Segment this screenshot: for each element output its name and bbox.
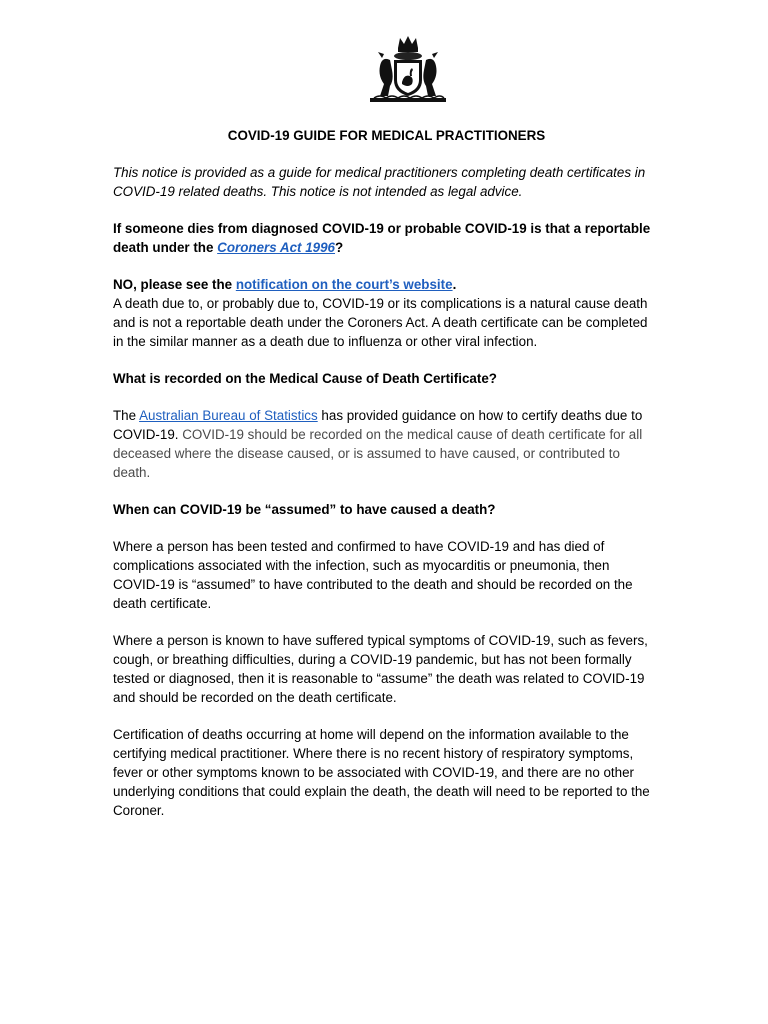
- document-title: COVID-19 GUIDE FOR MEDICAL PRACTITIONERS: [227, 128, 546, 143]
- question-reportable-death: [113, 219, 658, 257]
- answer-medical-cause: [113, 406, 658, 482]
- document-body: [113, 126, 658, 820]
- question-text: If someone dies from diagnosed COVID-19 or probable COVID-19 is that a reportable death under the: [113, 221, 651, 255]
- answer-reportable-death: [113, 275, 658, 351]
- coat-of-arms-icon: [360, 34, 456, 106]
- question-assumed: When can COVID-19 be “assumed” to have caused a death?: [113, 502, 496, 517]
- question-end: ?: [335, 240, 344, 255]
- court-website-link[interactable]: notification on the court’s website: [235, 277, 453, 292]
- answer-lead-end: .: [452, 277, 457, 292]
- paragraph-tested-confirmed: Where a person has been tested and confirmed to have COVID-19 and has died of complications associated with the infection, such as myocarditis or pneumonia, then COVID-19 is “assumed” to have contributed to the death and should be recorded on the death certificate.: [113, 539, 633, 611]
- coroners-act-link[interactable]: Coroners Act 1996: [217, 240, 336, 255]
- answer-body: A death due to, or probably due to, COVID-19 or its complications is a natural cause death and is not a reportable death under the Coroners Act. A death certificate can be completed in the similar manner as a death due to influenza or other viral infection.: [113, 296, 648, 349]
- answer-lead-text: NO, please see the: [113, 277, 236, 292]
- answer-before: The: [113, 408, 140, 423]
- answer-lead: [113, 277, 456, 292]
- answer-grey-text: COVID-19 should be recorded on the medical cause of death certificate for all deceased where the disease caused, or is assumed to have caused, or contributed to death.: [113, 427, 643, 480]
- answer-after: has provided guidance on how to certify deaths due to COVID-19.: [113, 408, 643, 442]
- abs-link[interactable]: Australian Bureau of Statistics: [139, 408, 318, 423]
- intro-paragraph: This notice is provided as a guide for medical practitioners completing death certificates in COVID-19 related deaths. This notice is not intended as legal advice.: [113, 165, 646, 199]
- paragraph-home-deaths: Certification of deaths occurring at home will depend on the information available to the certifying medical practitioner. Where there is no recent history of respiratory symptoms, fever or other symptoms known to be associated with COVID-19, and there are no other underlying conditions that could explain the death, the death will need to be reported to the Coroner.: [113, 727, 650, 818]
- paragraph-typical-symptoms: Where a person is known to have suffered typical symptoms of COVID-19, such as fevers, cough, or breathing difficulties, during a COVID-19 pandemic, but has not been formally tested or diagnosed, then it is reasonable to “assume” the death was related to COVID-19 and should be recorded on the death certificate.: [113, 633, 648, 705]
- question-medical-cause: What is recorded on the Medical Cause of Death Certificate?: [113, 371, 497, 386]
